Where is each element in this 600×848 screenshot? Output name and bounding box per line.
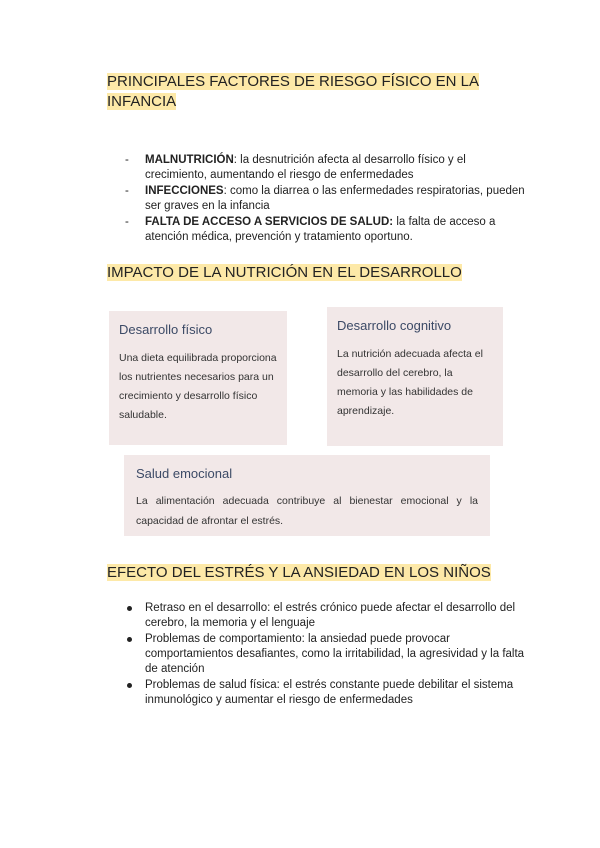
card-text: La nutrición adecuada afecta el desarrollo del cerebro, la memoria y las habilidades de aprendizaje. (337, 348, 483, 417)
card-text: Una dieta equilibrada proporciona los nutrientes necesarios para un crecimiento y desarrollo físico saludable. (119, 352, 277, 421)
list-item: - INFECCIONES: como la diarrea o las enfermedades respiratorias, pueden ser graves en la infancia (125, 185, 525, 212)
bullet-icon (127, 606, 132, 611)
card-title: Salud emocional (136, 466, 233, 481)
card-cognitive-development (327, 307, 503, 446)
section-title-nutrition-impact: IMPACTO DE LA NUTRICIÓN EN EL DESARROLLO (107, 264, 462, 281)
list-item: - MALNUTRICIÓN: la desnutrición afecta al desarrollo físico y el crecimiento, aumentando el riesgo de enfermedades (125, 154, 466, 181)
card-emotional-health (124, 455, 490, 536)
list-item: Problemas de salud física: el estrés constante puede debilitar el sistema inmunológico y aumentar el riesgo de enfermedades (125, 678, 525, 708)
section-title-risk-factors: PRINCIPALES FACTORES DE RIESGO FÍSICO EN LA INFANCIA (107, 73, 480, 110)
list-item: - FALTA DE ACCESO A SERVICIOS DE SALUD: la falta de acceso a atención médica, prevención y tratamiento oportuno. (125, 216, 496, 243)
stress-effects-list (125, 601, 525, 709)
card-title: Desarrollo físico (119, 322, 213, 337)
risk-factors-list (125, 153, 525, 246)
card-text: La alimentación adecuada contribuye al bienestar emocional y la capacidad de afrontar el estrés. (136, 495, 478, 527)
card-physical-development (109, 311, 287, 445)
list-item: Retraso en el desarrollo: el estrés crónico puede afectar el desarrollo del cerebro, la memoria y el lenguaje (125, 601, 525, 631)
bullet-icon (127, 637, 132, 642)
list-item: Problemas de comportamiento: la ansiedad puede provocar comportamientos desafiantes, como la irritabilidad, la agresividad y la falta de atención (125, 632, 525, 677)
bullet-icon (127, 683, 132, 688)
section-title-stress-anxiety: EFECTO DEL ESTRÉS Y LA ANSIEDAD EN LOS NIÑOS (107, 564, 491, 581)
card-title: Desarrollo cognitivo (337, 318, 452, 333)
